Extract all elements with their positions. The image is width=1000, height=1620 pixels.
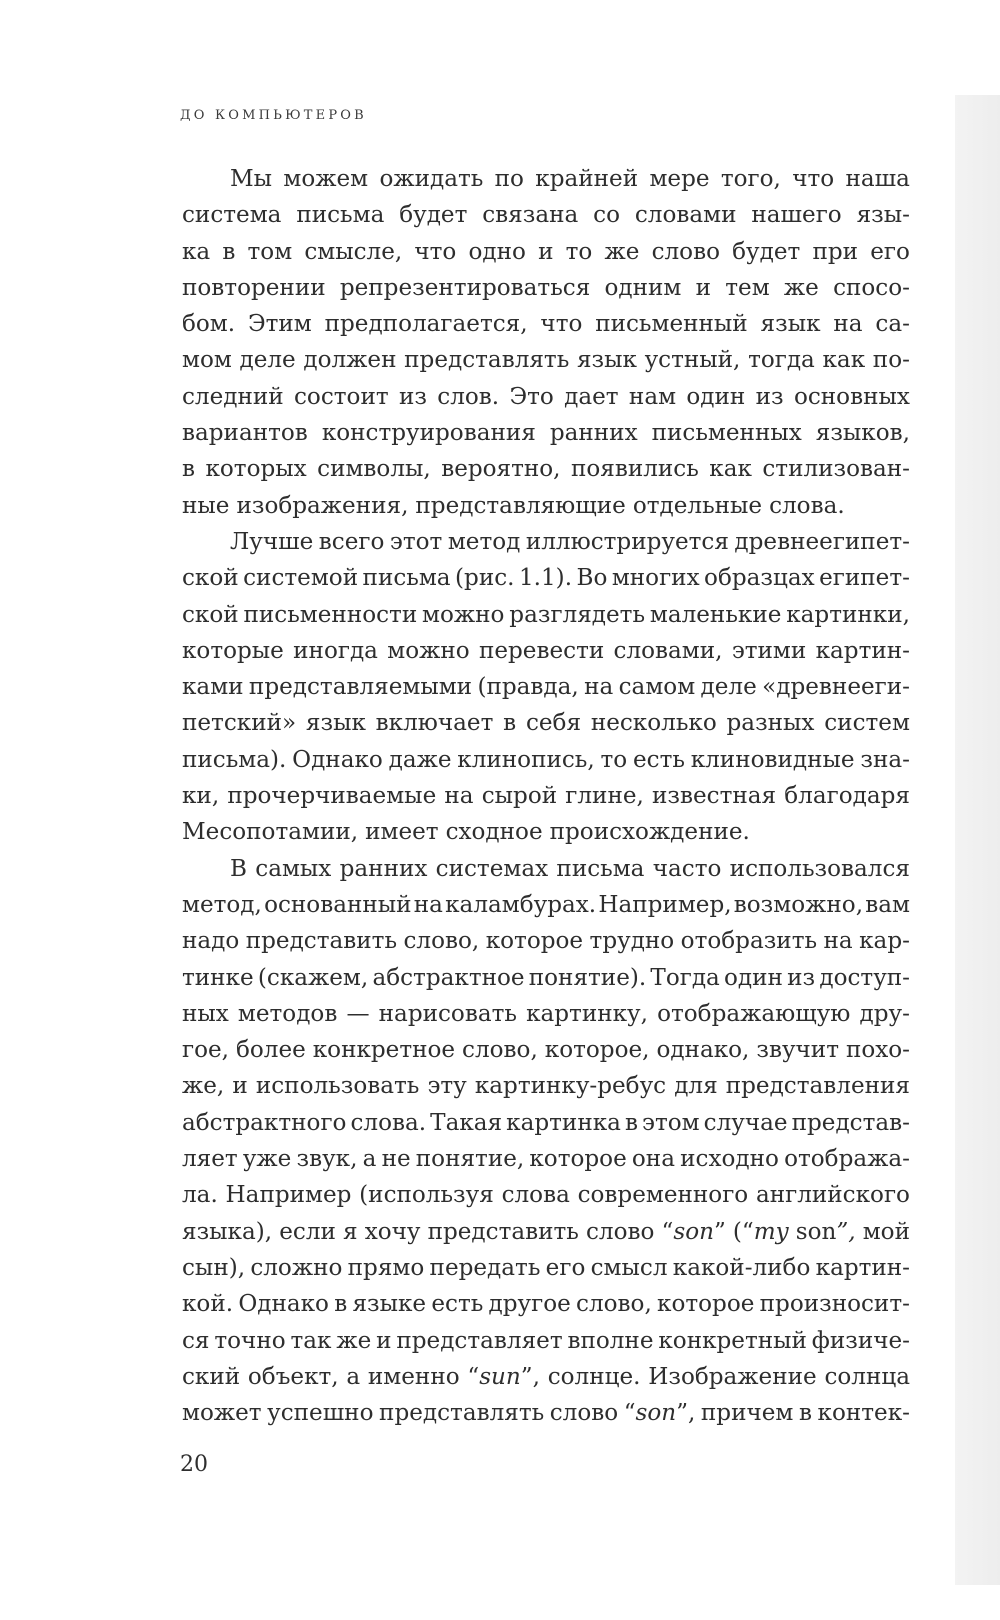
text-line: ка в том смысле, что одно и то же слово будет при его: [182, 238, 910, 265]
paragraph: [182, 161, 910, 524]
running-head: ДО КОМПЬЮТЕРОВ: [180, 108, 367, 123]
text-line: Мы можем ожидать по крайней мере того, что наша: [230, 166, 910, 192]
text-line: ные изображения, представляющие отдельные слова.: [182, 492, 845, 519]
text-line: в которых символы, вероятно, появились как стилизован-: [182, 456, 910, 483]
text-line: кой. Однако в языке есть другое слово, которое произносит-: [182, 1291, 910, 1318]
text-line: же, и использовать эту картинку-ребус для представления: [182, 1073, 910, 1100]
text-line: абстрактного слова. Такая картинка в этом случае представ-: [182, 1109, 910, 1136]
text-line: система письма будет связана со словами нашего язы-: [182, 202, 910, 229]
text-line: ляет уже звук, а не понятие, которое она исходно отобража-: [182, 1146, 910, 1173]
text-line: В самых ранних системах письма часто использовался: [230, 855, 910, 882]
text-line: ками представляемыми (правда, на самом деле «древнееги-: [182, 674, 910, 701]
body-text: [182, 161, 910, 1431]
text-line: надо представить слово, которое трудно отобразить на кар-: [182, 928, 910, 955]
text-line: сын), сложно прямо передать его смысл какой-либо картин-: [182, 1254, 910, 1281]
text-line: ных методов — нарисовать картинку, отображающую дру-: [182, 1000, 910, 1027]
text-line: следний состоит из слов. Это дает нам один из основных: [182, 383, 910, 410]
text-line: тинке (скажем, абстрактное понятие). Тогда один из доступ-: [182, 964, 910, 991]
text-line: метод, основанный на каламбурах. Например, возможно, вам: [182, 891, 910, 918]
text-line: ской системой письма (рис. 1.1). Во многих образцах египет-: [182, 565, 910, 592]
text-line: петский» язык включает в себя несколько разных систем: [182, 710, 910, 737]
text-line: вариантов конструирования ранних письменных языков,: [182, 420, 910, 447]
text-line: гое, более конкретное слово, которое, однако, звучит похо-: [182, 1037, 910, 1064]
text-line: бом. Этим предполагается, что письменный язык на са-: [182, 311, 910, 338]
text-line: мом деле должен представлять язык устный, тогда как по-: [182, 347, 910, 374]
text-line: ки, прочерчиваемые на сырой глине, известная благодаря: [182, 783, 910, 810]
page-number: 20: [180, 1452, 208, 1477]
page-edge-shadow: [955, 95, 1000, 1585]
text-line: письма). Однако даже клинопись, то есть клиновидные зна-: [182, 746, 910, 773]
text-line: ла. Например (используя слова современного английского: [182, 1182, 910, 1209]
text-line: Лучше всего этот метод иллюстрируется древнеегипет-: [230, 528, 910, 555]
paragraph: [182, 851, 910, 1432]
text-line: повторении репрезентироваться одним и тем же спосо-: [182, 274, 910, 301]
text-line: которые иногда можно перевести словами, этими картин-: [182, 637, 910, 664]
text-line: ся точно так же и представляет вполне конкретный физиче-: [182, 1327, 910, 1354]
paragraph: [182, 524, 910, 851]
text-line: ский объект, а именно “sun”, солнце. Изображение солнца: [182, 1363, 910, 1390]
text-line: Месопотамии, имеет сходное происхождение.: [182, 819, 750, 846]
text-line: ской письменности можно разглядеть маленькие картинки,: [182, 601, 910, 628]
text-line: может успешно представлять слово “son”, причем в контек-: [182, 1400, 910, 1427]
text-line: языка), если я хочу представить слово “son” (“my son”, мой: [182, 1218, 910, 1245]
